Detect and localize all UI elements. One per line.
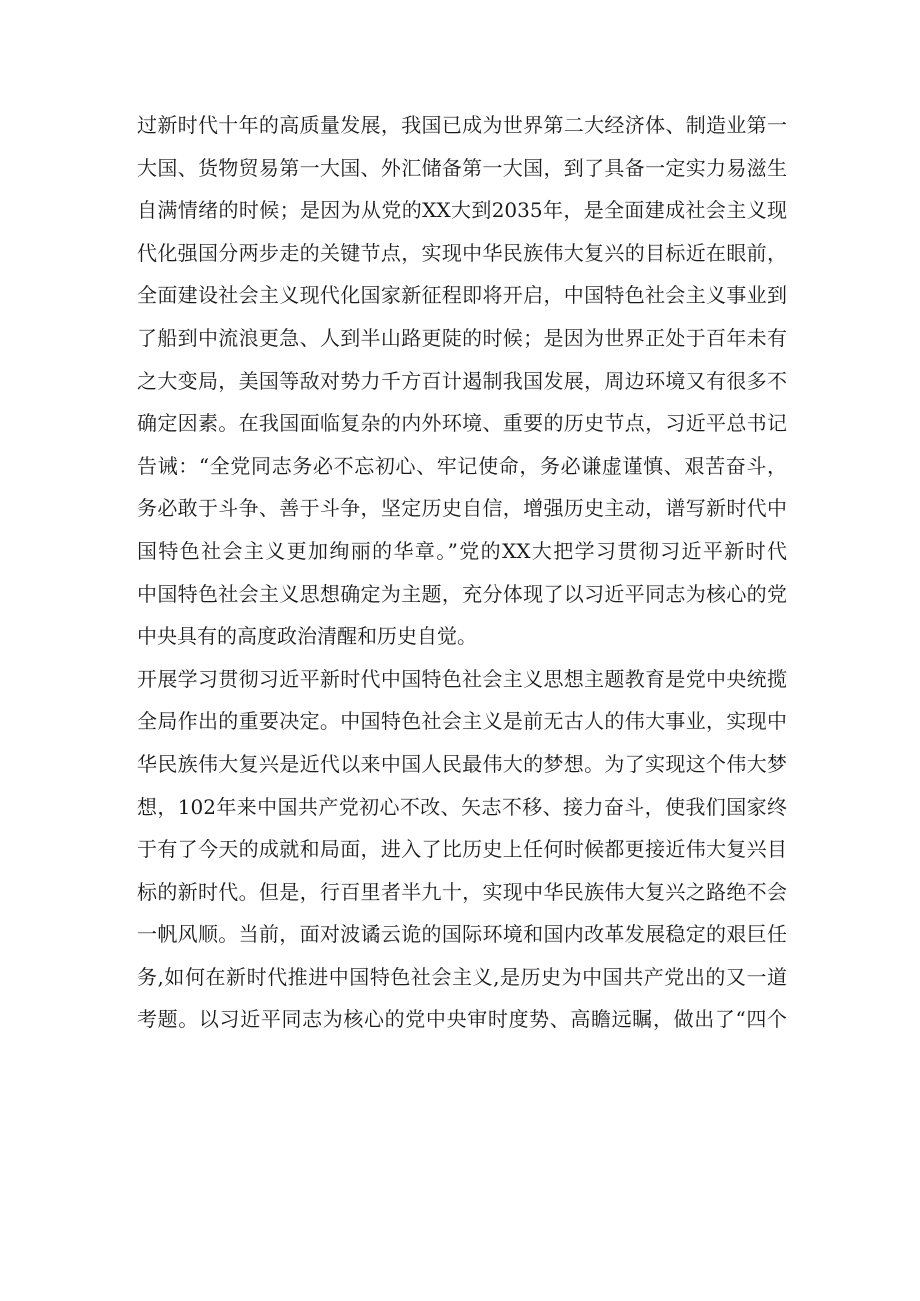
text-line: 一帆风顺。当前，面对波谲云诡的国际环境和国内改革发展稳定的艰巨任 bbox=[137, 922, 787, 947]
text-line: 开展学习贯彻习近平新时代中国特色社会主义思想主题教育是党中央统揽 bbox=[137, 666, 787, 691]
text-line: 国特色社会主义更加绚丽的华章。”党的XX大把学习贯彻习近平新时代 bbox=[137, 538, 787, 563]
text-line: 务必敢于斗争、善于斗争，坚定历史自信，增强历史主动，谱写新时代中 bbox=[137, 496, 787, 521]
text-line: 中国特色社会主义思想确定为主题，充分体现了以习近平同志为核心的党 bbox=[137, 581, 787, 606]
text-line: 想，102年来中国共产党初心不改、矢志不移、接力奋斗，使我们国家终 bbox=[137, 794, 787, 819]
text-line: 了船到中流浪更急、人到半山路更陡的时候；是因为世界正处于百年未有 bbox=[137, 325, 787, 350]
text-line: 大国、货物贸易第一大国、外汇储备第一大国，到了具备一定实力易滋生 bbox=[137, 155, 787, 180]
text-line: 之大变局，美国等敌对势力千方百计遏制我国发展，周边环境又有很多不 bbox=[137, 368, 787, 393]
text-line: 华民族伟大复兴是近代以来中国人民最伟大的梦想。为了实现这个伟大梦 bbox=[137, 751, 787, 776]
text-line: 于有了今天的成就和局面，进入了比历史上任何时候都更接近伟大复兴目 bbox=[137, 837, 787, 862]
text-line: 告诫：“全党同志务必不忘初心、牢记使命，务必谦虚谨慎、艰苦奋斗， bbox=[137, 453, 787, 478]
paragraph-2 bbox=[137, 658, 787, 1041]
text-line: 标的新时代。但是，行百里者半九十，实现中华民族伟大复兴之路绝不会 bbox=[137, 879, 787, 904]
text-line: 确定因素。在我国面临复杂的内外环境、重要的历史节点，习近平总书记 bbox=[137, 411, 787, 436]
text-line: 考题。以习近平同志为核心的党中央审时度势、高瞻远瞩，做出了“四个 bbox=[137, 1007, 787, 1032]
text-line: 中央具有的高度政治清醒和历史自觉。 bbox=[137, 624, 477, 649]
text-line: 全局作出的重要决定。中国特色社会主义是前无古人的伟大事业，实现中 bbox=[137, 709, 787, 734]
document-body bbox=[137, 104, 787, 1041]
text-line: 代化强国分两步走的关键节点，实现中华民族伟大复兴的目标近在眼前， bbox=[137, 240, 787, 265]
text-line: 务,如何在新时代推进中国特色社会主义,是历史为中国共产党出的又一道 bbox=[137, 964, 787, 989]
text-line: 全面建设社会主义现代化国家新征程即将开启，中国特色社会主义事业到 bbox=[137, 283, 787, 308]
paragraph-1 bbox=[137, 104, 787, 658]
text-line: 过新时代十年的高质量发展，我国已成为世界第二大经济体、制造业第一 bbox=[137, 113, 787, 137]
text-line: 自满情绪的时候；是因为从党的XX大到2035年，是全面建成社会主义现 bbox=[137, 198, 787, 223]
